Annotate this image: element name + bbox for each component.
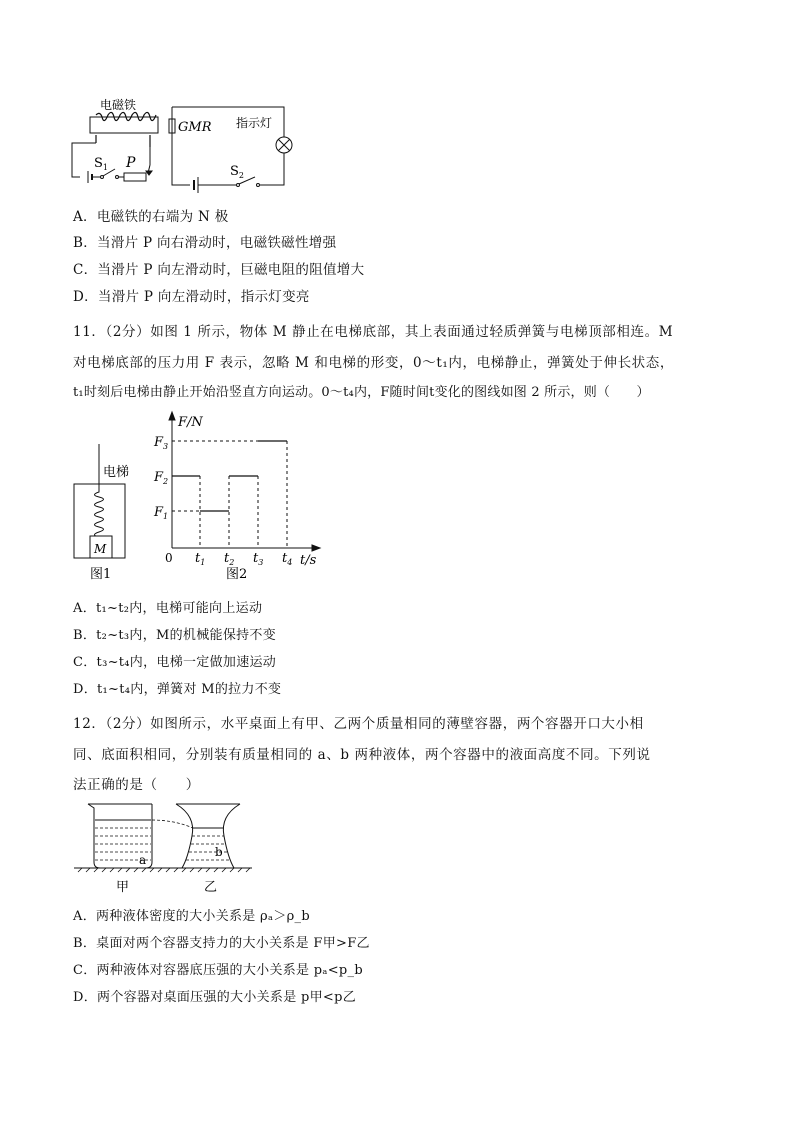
electromagnet-core — [90, 117, 158, 133]
q12-stem-line-3: 法正确的是（ ） — [73, 777, 200, 793]
electromagnet-label: 电磁铁 — [100, 98, 137, 112]
q12-option-d: D．两个容器对桌面压强的大小关系是 p甲<p乙 — [73, 990, 356, 1005]
q11-option-a: A．t₁~t₂内，电梯可能向上运动 — [73, 601, 263, 616]
object-m-label: M — [94, 542, 107, 556]
graph-axes — [169, 412, 320, 551]
q10-circuit-figure — [60, 95, 300, 195]
q11-option-b: B．t₂~t₃内，M的机械能保持不变 — [73, 628, 277, 643]
fig1-caption: 图1 — [90, 567, 112, 582]
q12-option-a: A．两种液体密度的大小关系是 ρₐ＞ρ_b — [73, 909, 310, 924]
q11-option-d: D．t₁~t₄内，弹簧对 M的拉力不变 — [73, 682, 282, 697]
graph-dashed-guides — [172, 441, 287, 548]
graph-x-tick-t4: $t_4$ — [282, 551, 293, 567]
q12-option-c: C．两种液体对容器底压强的大小关系是 pₐ<p_b — [73, 963, 363, 978]
graph-x-tick-t3: $t_3$ — [253, 551, 264, 567]
q10-option-c: C．当滑片 P 向左滑动时，巨磁电阻的阻值增大 — [73, 262, 365, 278]
graph-origin: 0 — [165, 551, 173, 565]
elevator-label: 电梯 — [103, 465, 130, 480]
graph-ylabel: F/N — [178, 415, 203, 430]
left-circuit-wires — [72, 143, 152, 183]
fig2-caption: 图2 — [226, 567, 248, 582]
q11-stem-line-2: 对电梯底部的压力用 F 表示，忽略 M 和电梯的形变，0～t₁内，电梯静止，弹簧处于伸长状态， — [73, 355, 674, 371]
graph-y-tick-f2: $F_2$ — [154, 470, 169, 486]
indicator-lamp-icon — [276, 137, 292, 153]
liquid-a-label: a — [139, 853, 147, 867]
graph-x-tick-t1: $t_1$ — [195, 551, 206, 567]
q11-figure-1-elevator — [66, 440, 136, 585]
spring-icon — [95, 484, 104, 537]
q12-stem-line-1: 12．（2分）如图所示，水平桌面上有甲、乙两个质量相同的薄壁容器，两个容器开口大小相 — [73, 716, 644, 732]
graph-x-tick-t2: $t_2$ — [224, 551, 235, 567]
q11-stem-line-3: t₁时刻后电梯由静止开始沿竖直方向运动。0～t₄内，F随时间t变化的图线如图 2 所示，则（ ） — [73, 385, 650, 400]
q10-option-b: B．当滑片 P 向右滑动时，电磁铁磁性增强 — [73, 235, 337, 251]
q12-option-b: B．桌面对两个容器支持力的大小关系是 F甲>F乙 — [73, 936, 370, 951]
slider-p-label: P — [126, 155, 136, 171]
level-compare-dashed — [152, 820, 193, 828]
s1-label: $S_1$ — [94, 156, 108, 172]
liquid-b-label: b — [215, 845, 223, 859]
table-surface — [74, 868, 252, 872]
graph-y-tick-f1: $F_1$ — [154, 505, 169, 521]
indicator-label: 指示灯 — [236, 116, 273, 130]
q10-option-d: D．当滑片 P 向左滑动时，指示灯变亮 — [73, 289, 310, 305]
container-jia-label: 甲 — [116, 880, 130, 895]
q10-option-a: A．电磁铁的右端为 N 极 — [73, 209, 229, 225]
q11-stem-line-1: 11．（2分）如图 1 所示，物体 M 静止在电梯底部，其上表面通过轻质弹簧与电梯顶部相连。M — [73, 324, 674, 340]
container-yi-label: 乙 — [204, 880, 218, 895]
q12-containers-figure — [70, 798, 260, 898]
electromagnet-coil — [96, 112, 156, 147]
gmr-label: GMR — [178, 120, 212, 135]
q11-figure-2-graph — [150, 408, 335, 583]
graph-xlabel: t/s — [300, 553, 317, 568]
s2-label: $S_2$ — [230, 164, 244, 180]
q11-option-c: C．t₃~t₄内，电梯一定做加速运动 — [73, 655, 277, 670]
q12-stem-line-2: 同、底面积相同，分别装有质量相同的 a、b 两种液体，两个容器中的液面高度不同。下列说 — [73, 747, 651, 763]
graph-y-tick-f3: $F_3$ — [154, 435, 169, 451]
